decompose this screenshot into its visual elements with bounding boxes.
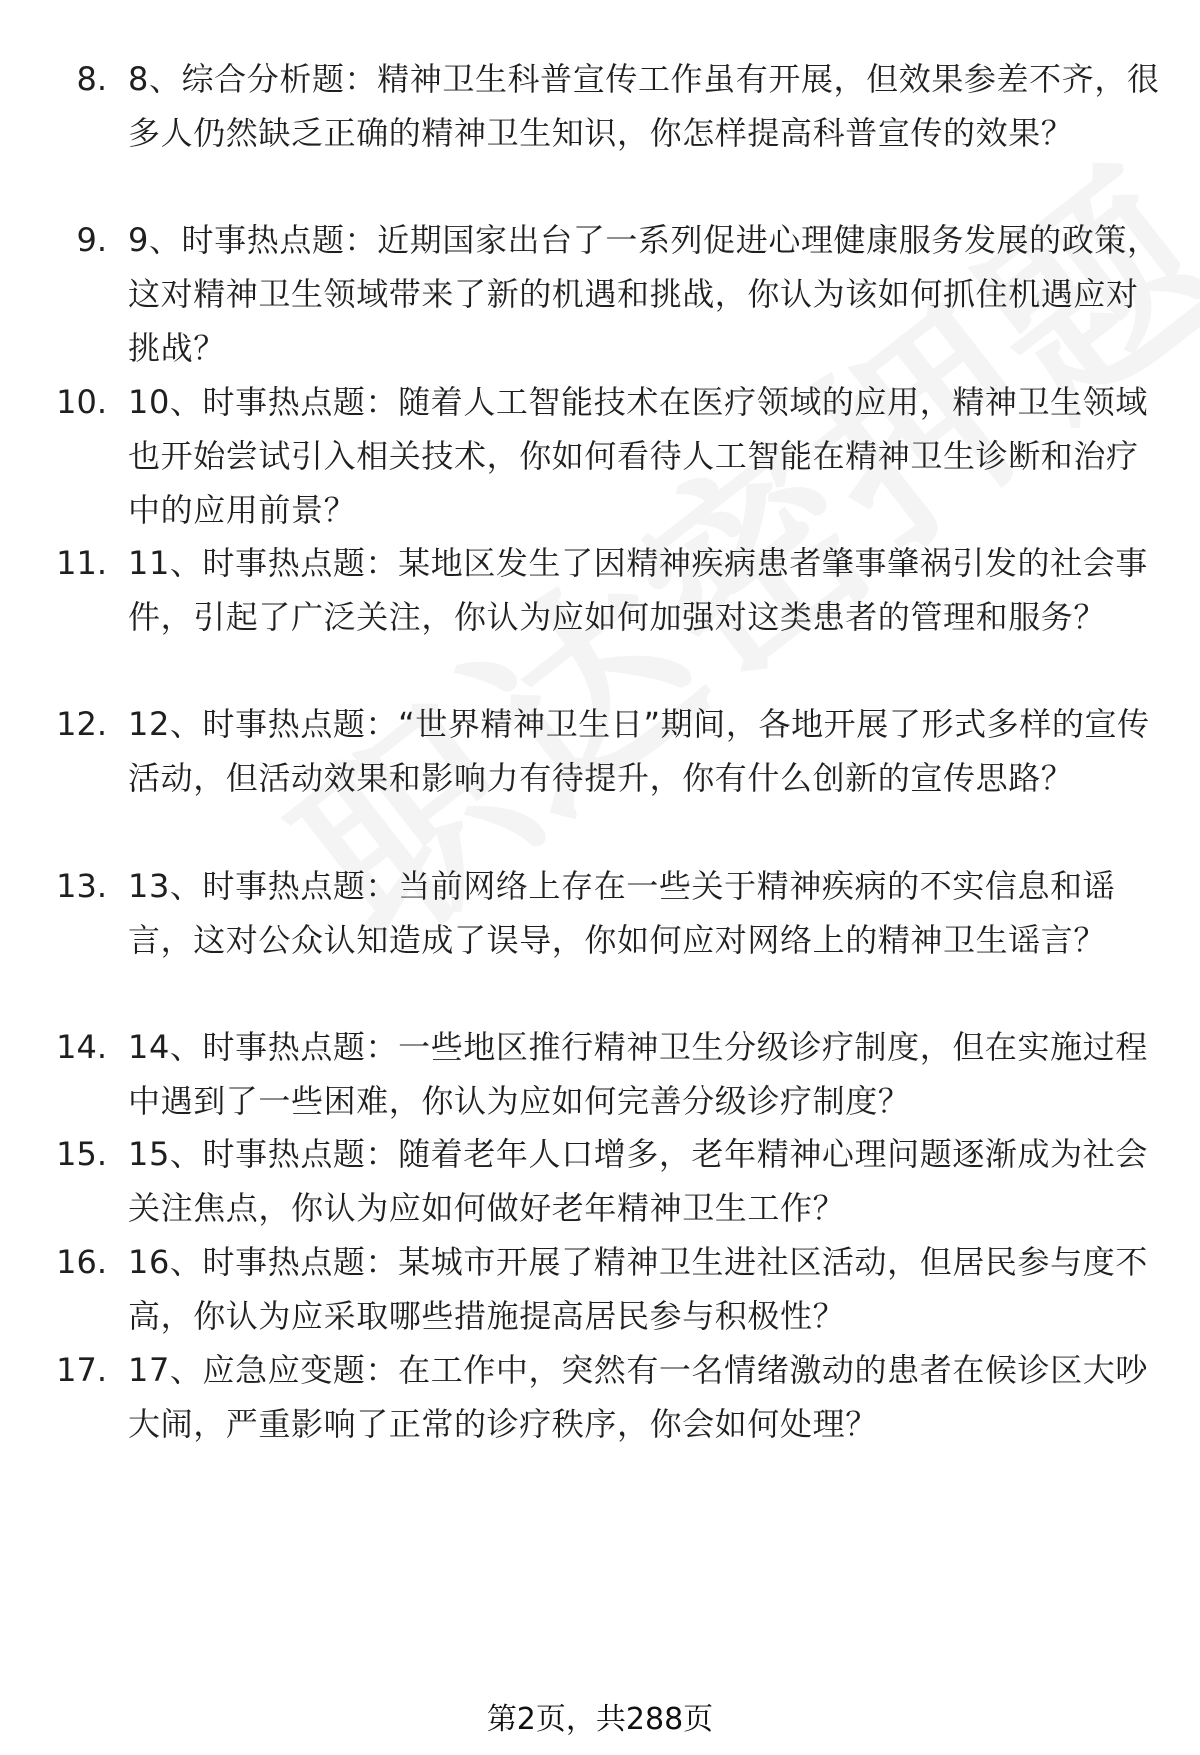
page-footer: 第2页，共288页 bbox=[486, 1702, 714, 1737]
list-item-text: 10、时事热点题：随着人工智能技术在医疗领域的应用，精神卫生领域也开始尝试引入相关技术，你如何看待人工智能在精神卫生诊断和治疗中的应用前景？ bbox=[128, 383, 1148, 529]
list-item-number: 9. bbox=[76, 221, 107, 259]
list-item-number: 11. bbox=[56, 544, 107, 582]
list-item-number: 12. bbox=[56, 705, 107, 743]
list-item-text: 11、时事热点题：某地区发生了因精神疾病患者肇事肇祸引发的社会事件，引起了广泛关注，你认为应如何加强对这类患者的管理和服务？ bbox=[128, 544, 1148, 636]
list-item-number: 10. bbox=[56, 383, 107, 421]
list-item-text: 16、时事热点题：某城市开展了精神卫生进社区活动，但居民参与度不高，你认为应采取哪些措施提高居民参与积极性？ bbox=[128, 1243, 1148, 1335]
list-item-text: 12、时事热点题：“世界精神卫生日”期间，各地开展了形式多样的宣传活动，但活动效果和影响力有待提升，你有什么创新的宣传思路？ bbox=[128, 705, 1150, 797]
list-item-number: 17. bbox=[56, 1351, 107, 1389]
list-item-number: 14. bbox=[56, 1028, 107, 1066]
list-item-text: 9、时事热点题：近期国家出台了一系列促进心理健康服务发展的政策，这对精神卫生领域带来了新的机遇和挑战，你认为该如何抓住机遇应对挑战？ bbox=[128, 221, 1160, 367]
list-item-text: 13、时事热点题：当前网络上存在一些关于精神疾病的不实信息和谣言，这对公众认知造成了误导，你如何应对网络上的精神卫生谣言？ bbox=[128, 867, 1116, 959]
list-item-number: 8. bbox=[76, 60, 107, 98]
list-item-text: 14、时事热点题：一些地区推行精神卫生分级诊疗制度，但在实施过程中遇到了一些困难，你认为应如何完善分级诊疗制度？ bbox=[128, 1028, 1148, 1120]
list-item-number: 15. bbox=[56, 1135, 107, 1173]
list-item-number: 13. bbox=[56, 867, 107, 905]
list-item-number: 16. bbox=[56, 1243, 107, 1281]
list-item-text: 8、综合分析题：精神卫生科普宣传工作虽有开展，但效果参差不齐，很多人仍然缺乏正确的精神卫生知识，你怎样提高科普宣传的效果？ bbox=[128, 60, 1160, 152]
list-item-text: 17、应急应变题：在工作中，突然有一名情绪激动的患者在候诊区大吵大闹，严重影响了正常的诊疗秩序，你会如何处理？ bbox=[128, 1351, 1148, 1443]
list-item-text: 15、时事热点题：随着老年人口增多，老年精神心理问题逐渐成为社会关注焦点，你认为应如何做好老年精神卫生工作？ bbox=[128, 1135, 1148, 1227]
